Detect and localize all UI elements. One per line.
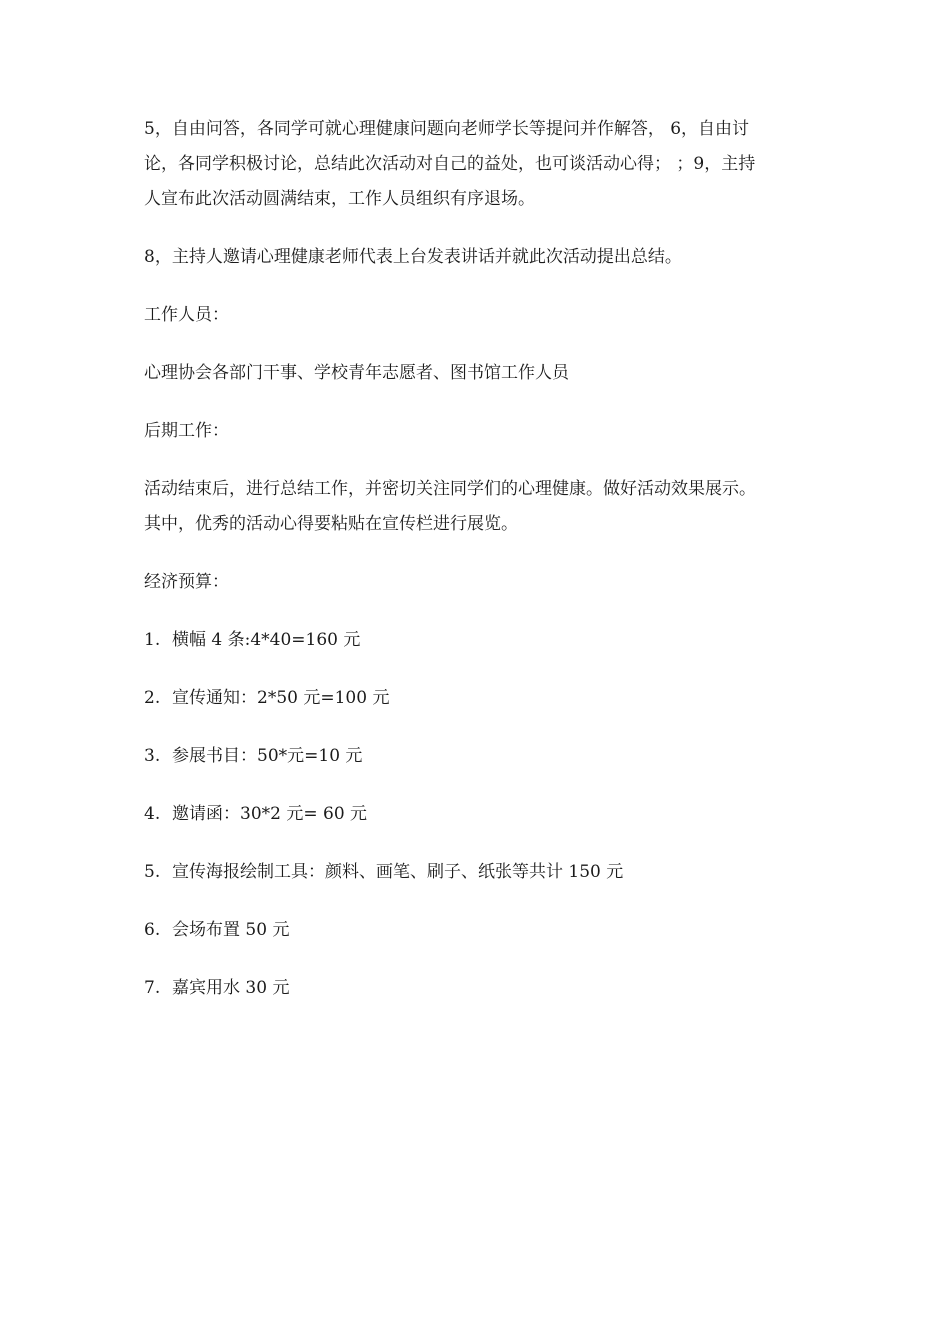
list-number: 1. [144, 630, 161, 650]
budget-heading: 经济预算： [144, 572, 229, 592]
staff-list: 心理协会各部门干事、学校青年志愿者、图书馆工作人员 [144, 363, 569, 383]
text-line: 人宣布此次活动圆满结束，工作人员组织有序退场。 [144, 189, 535, 209]
list-number: 2. [144, 688, 161, 708]
list-text: 邀请函：30*2 元= 60 元 [172, 804, 368, 824]
document-body [144, 112, 812, 1029]
followup-paragraph [144, 472, 812, 542]
list-text: 参展书目：50*元=10 元 [172, 746, 363, 766]
budget-item [144, 797, 812, 832]
budget-item [144, 971, 812, 1006]
list-text: 嘉宾用水 30 元 [172, 978, 290, 998]
staff-heading: 工作人员： [144, 305, 229, 325]
budget-item [144, 855, 812, 890]
text-line: 5，自由问答，各同学可就心理健康问题向老师学长等提问并作解答， 6，自由讨 [144, 119, 750, 139]
list-text: 横幅 4 条:4*40=160 元 [172, 630, 361, 650]
list-number: 7. [144, 978, 161, 998]
budget-list [144, 623, 812, 1006]
followup-heading: 后期工作： [144, 421, 229, 441]
list-text: 会场布置 50 元 [172, 920, 290, 940]
list-number: 5. [144, 862, 161, 882]
budget-item [144, 623, 812, 658]
list-number: 6. [144, 920, 161, 940]
list-text: 宣传通知：2*50 元=100 元 [172, 688, 390, 708]
budget-item [144, 739, 812, 774]
budget-item [144, 681, 812, 716]
list-text: 宣传海报绘制工具：颜料、画笔、刷子、纸张等共计 150 元 [172, 862, 624, 882]
list-number: 4. [144, 804, 161, 824]
text-line: 论，各同学积极讨论，总结此次活动对自己的益处，也可谈活动心得； ；9，主持 [144, 154, 756, 174]
text-line: 其中，优秀的活动心得要粘贴在宣传栏进行展览。 [144, 514, 518, 534]
closing-speech-paragraph: 8，主持人邀请心理健康老师代表上台发表讲话并就此次活动提出总结。 [144, 247, 682, 267]
budget-item [144, 913, 812, 948]
activity-steps-paragraph [144, 112, 812, 217]
text-line: 活动结束后，进行总结工作，并密切关注同学们的心理健康。做好活动效果展示。 [144, 479, 756, 499]
list-number: 3. [144, 746, 161, 766]
